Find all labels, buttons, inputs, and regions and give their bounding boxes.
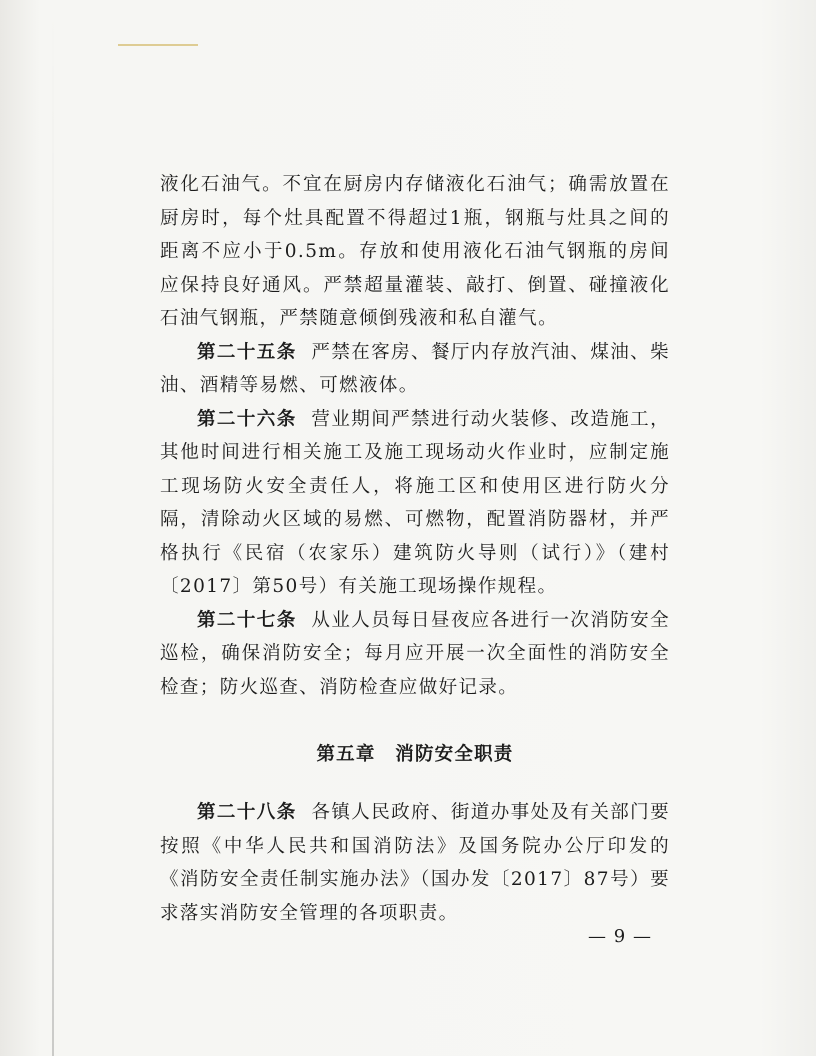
article-26-title: 第二十六条 — [197, 408, 297, 430]
document-body — [160, 168, 670, 930]
article-28-text: 各镇人民政府、街道办事处及有关部门要按照《中华人民共和国消防法》及国务院办公厅印发的《消防安全责任制实施办法》（国办发〔2017〕87号）要求落实消防安全管理的各项职责。 — [160, 802, 670, 924]
article-25 — [160, 336, 670, 403]
article-27-text: 从业人员每日昼夜应各进行一次消防安全巡检，确保消防安全；每月应开展一次全面性的消防安全检查；防火巡查、消防检查应做好记录。 — [160, 609, 670, 698]
article-25-title: 第二十五条 — [197, 341, 297, 363]
article-25-text: 严禁在客房、餐厅内存放汽油、煤油、柴油、酒精等易燃、可燃液体。 — [160, 341, 670, 396]
paragraph-lpg-storage: 液化石油气。不宜在厨房内存储液化石油气；确需放置在厨房时，每个灶具配置不得超过1瓶，钢瓶与灶具之间的距离不应小于0.5m。存放和使用液化石油气钢瓶的房间应保持良好通风。严禁超量灌装、敲打、倒置、碰撞液化石油气钢瓶，严禁随意倾倒残液和私自灌气。 — [160, 174, 670, 329]
article-28 — [160, 796, 670, 930]
article-27-title: 第二十七条 — [197, 609, 297, 631]
article-28-title: 第二十八条 — [197, 802, 297, 823]
article-27 — [160, 604, 670, 705]
binding-shadow — [52, 0, 54, 1056]
article-26 — [160, 403, 670, 604]
chapter-title: 第五章 消防安全职责 — [316, 744, 514, 765]
edge-mark — [118, 44, 198, 46]
article-26-text: 营业期间严禁进行动火装修、改造施工，其他时间进行相关施工及施工现场动火作业时，应制定施工现场防火安全责任人，将施工区和使用区进行防火分隔，清除动火区域的易燃、可燃物，配置消防器材，并严格执行《民宿（农家乐）建筑防火导则（试行）》（建村〔2017〕第50号）有关施工现场操作规程。 — [160, 408, 670, 597]
page-number: — 9 — — [588, 926, 652, 947]
